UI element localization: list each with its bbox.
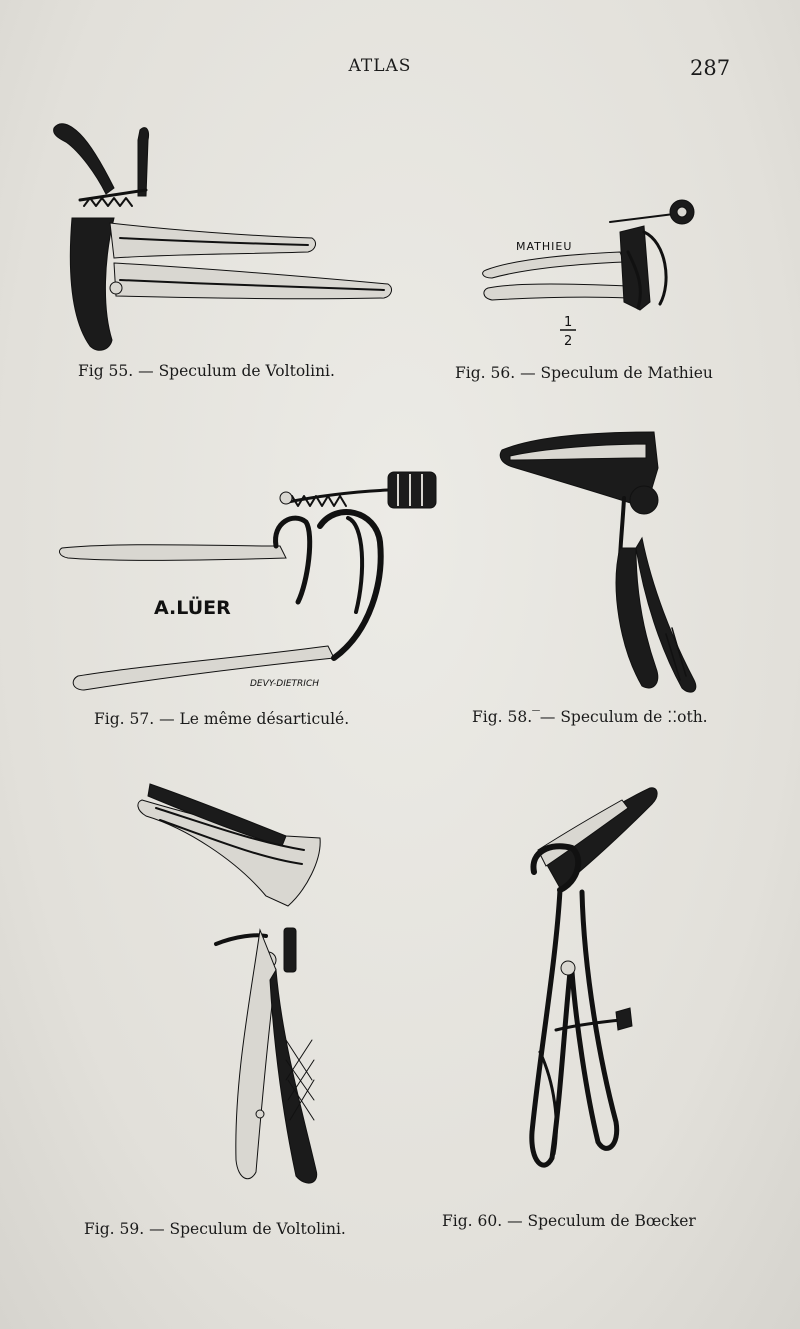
figure-56-scale-denominator: 2	[564, 334, 573, 349]
figure-57-illustration	[58, 462, 448, 702]
figure-56-caption: Fig. 56. — Speculum de Mathieu	[455, 364, 713, 382]
running-head: ATLAS	[348, 56, 412, 76]
page-number: 287	[690, 56, 731, 80]
figure-57-maker-label: A.LÜER	[154, 597, 231, 619]
figure-56-scale-numerator: 1	[564, 315, 573, 330]
figure-58-caption: Fig. 58.‾— Speculum de ⁚⁚oth.	[472, 708, 708, 726]
figure-60-caption: Fig. 60. — Speculum de Bœcker	[442, 1212, 696, 1230]
figure-57-caption: Fig. 57. — Le même désarticulé.	[94, 710, 350, 728]
figure-55-caption: Fig 55. — Speculum de Voltolini.	[78, 362, 335, 380]
figure-59-illustration	[136, 780, 336, 1190]
figure-58-illustration	[496, 428, 706, 696]
figure-57-engraver-label: DEVY-DIETRICH	[250, 679, 320, 689]
figure-60-illustration	[520, 782, 670, 1186]
figure-55-illustration	[50, 118, 400, 358]
figure-56-illustration	[478, 192, 708, 352]
figure-56-engraved-label: MATHIEU	[516, 240, 573, 253]
figure-59-caption: Fig. 59. — Speculum de Voltolini.	[84, 1220, 346, 1238]
